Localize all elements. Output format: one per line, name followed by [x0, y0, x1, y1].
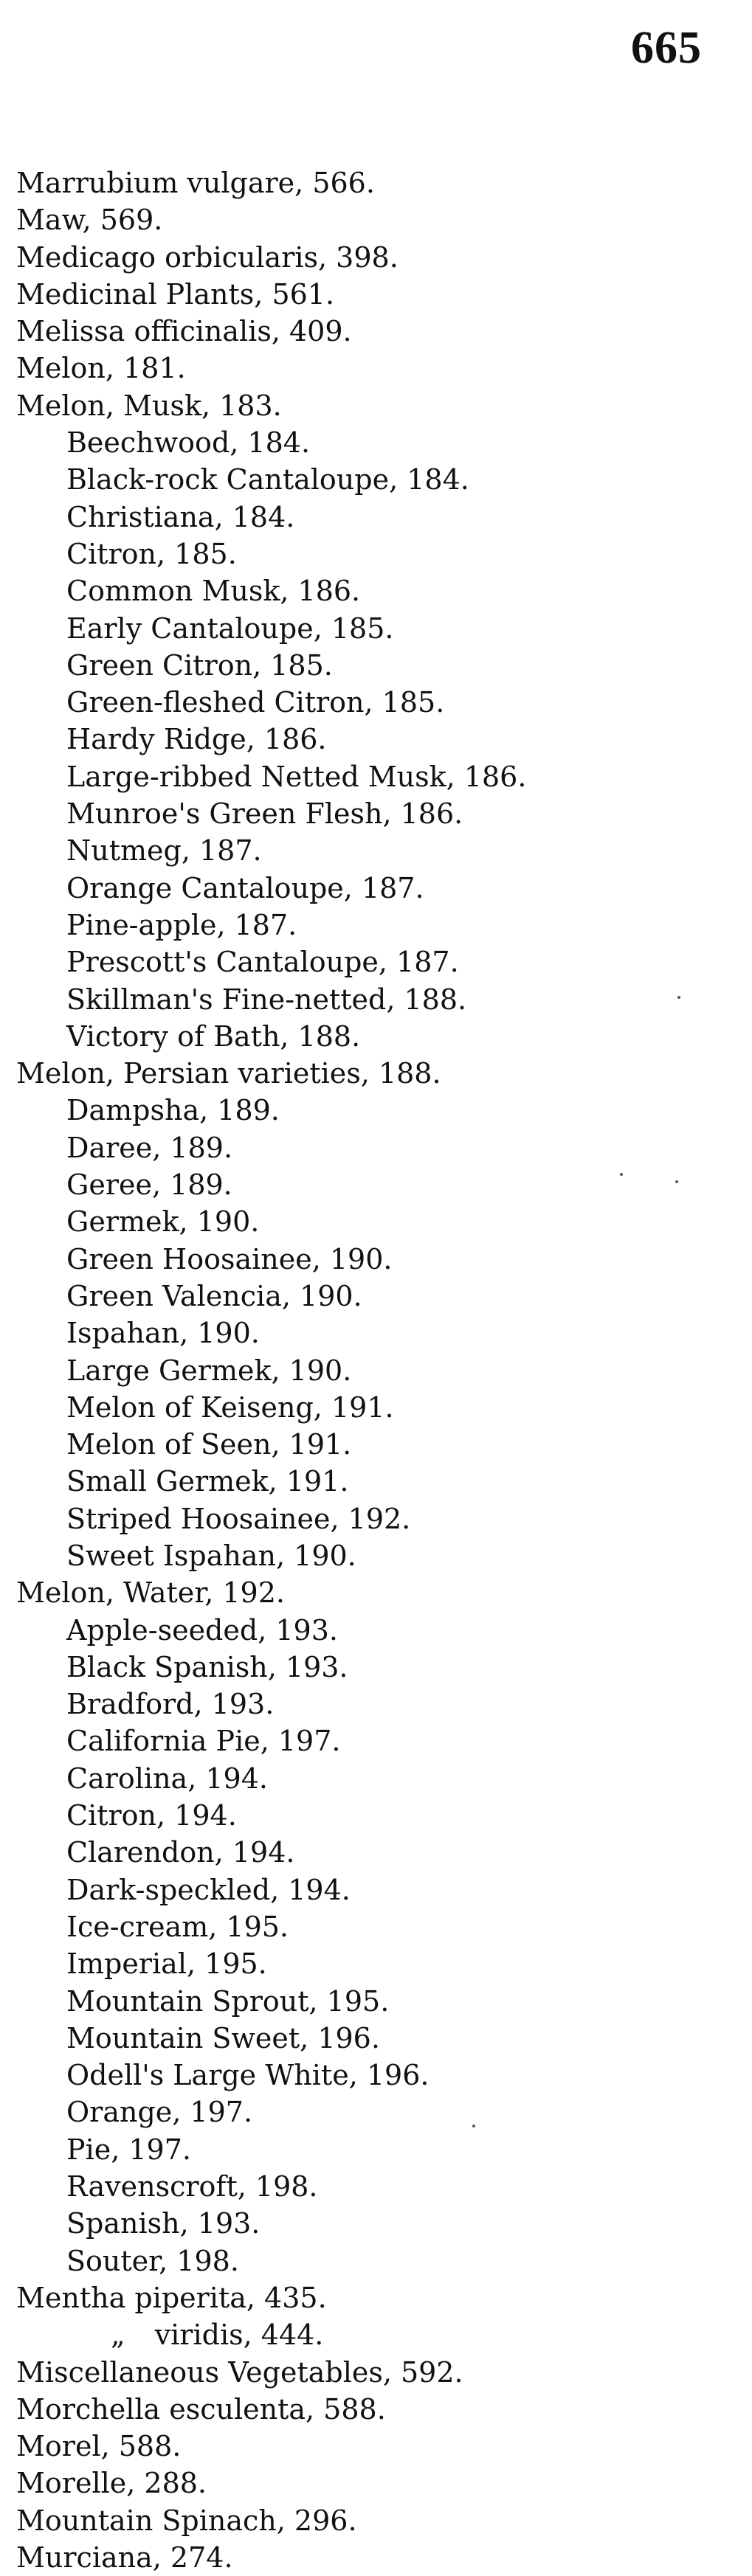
index-subentry	[16, 1722, 526, 1759]
index-entry-text: Murciana, 274.	[16, 2541, 233, 2574]
index-entry-text: Morchella esculenta, 588.	[16, 2392, 386, 2426]
index-subentry	[16, 2020, 526, 2057]
index-subentry	[16, 2057, 526, 2094]
index-subentry	[16, 1426, 526, 1463]
index-entry-text: Dampsha, 189.	[66, 1094, 280, 1127]
index-entry-text: Ispahan, 190.	[66, 1317, 260, 1350]
index-entry-text: Victory of Bath, 188.	[66, 1019, 361, 1053]
index-subentry	[16, 2205, 526, 2242]
index-entry-text: Orange, 197.	[66, 2096, 253, 2129]
index-entry-text: Dark-speckled, 194.	[66, 1873, 351, 1906]
index-entry	[16, 2279, 526, 2316]
index-entry	[16, 2391, 526, 2428]
index-entry-text: Bradford, 193.	[66, 1688, 275, 1721]
index-entry-text: Green Hoosainee, 190.	[66, 1242, 393, 1275]
index-entry-text: Striped Hoosainee, 192.	[66, 1502, 411, 1535]
index-entry-text: California Pie, 197.	[66, 1725, 341, 1758]
index-entry-text: Melon, Musk, 183.	[16, 389, 282, 422]
stray-mark	[472, 2125, 475, 2127]
index-entry-text: Mountain Sweet, 196.	[66, 2021, 380, 2054]
index-entry-text: Citron, 185.	[66, 537, 237, 570]
index-entry-text: Melissa officinalis, 409.	[16, 315, 352, 348]
index-entry-text: Pine-apple, 187.	[66, 908, 297, 941]
index-entry-text: Sweet Ispahan, 190.	[66, 1539, 356, 1572]
index-subentry	[16, 944, 526, 980]
page-number: 665	[631, 23, 702, 73]
index-entry	[16, 201, 526, 238]
index-subentry	[16, 832, 526, 869]
index-subentry	[16, 1463, 526, 1500]
index-entry-text: Green Citron, 185.	[66, 648, 333, 682]
index-entry	[16, 239, 526, 276]
index-subentry	[16, 1018, 526, 1055]
index-subentry	[16, 424, 526, 461]
index-subentry	[16, 1203, 526, 1240]
index-subentry	[16, 721, 526, 758]
index-subentry	[16, 870, 526, 907]
index-subentry	[16, 1760, 526, 1797]
index-entry-text: Apple-seeded, 193.	[66, 1613, 338, 1647]
index-subentry	[16, 461, 526, 498]
index-entry	[16, 313, 526, 350]
index-entry-text: Black-rock Cantaloupe, 184.	[66, 463, 469, 496]
index-entry-text: Green Valencia, 190.	[66, 1279, 362, 1312]
index-subentry	[16, 758, 526, 795]
index-entry-text: Marrubium vulgare, 566.	[16, 167, 375, 199]
index-entry-text: Daree, 189.	[66, 1131, 233, 1164]
index-entry-text: Melon, Water, 192.	[16, 1576, 285, 1610]
index-entry-text: Christiana, 184.	[66, 500, 295, 533]
index-subentry	[16, 610, 526, 647]
index-entry-text: Munroe's Green Flesh, 186.	[66, 797, 463, 831]
index-entry-text: Citron, 194.	[66, 1799, 237, 1832]
index-subentry	[16, 1945, 526, 1982]
index-entry-text: Green-fleshed Citron, 185.	[66, 686, 445, 719]
index-entry-text: viridis, 444.	[154, 2319, 324, 2352]
index-entry-text: Melon of Seen, 191.	[66, 1428, 352, 1461]
index-subentry	[16, 536, 526, 572]
index-entry	[16, 165, 526, 201]
index-entry-text: Large Germek, 190.	[66, 1354, 352, 1387]
index-subentry	[16, 499, 526, 536]
index-subentry	[16, 795, 526, 832]
index-subentry	[16, 1537, 526, 1574]
index-subentry	[16, 684, 526, 721]
index-entry-text: Ravenscroft, 198.	[66, 2170, 318, 2203]
index-entry	[16, 2502, 526, 2539]
index-entry-text: Melon, 181.	[16, 352, 186, 385]
index-subentry	[16, 572, 526, 609]
index-subentry	[16, 2094, 526, 2130]
index-entry-text: Melon, Persian varieties, 188.	[16, 1057, 441, 1090]
index-entry-text: Miscellaneous Vegetables, 592.	[16, 2355, 463, 2389]
index-subentry	[16, 1278, 526, 1315]
index-entry-text: Skillman's Fine-netted, 188.	[66, 983, 467, 1016]
index-subentry	[16, 907, 526, 944]
index-subentry	[16, 2168, 526, 2205]
index-entry-text: Souter, 198.	[66, 2244, 239, 2277]
index-entry-text: Black Spanish, 193.	[66, 1650, 348, 1683]
index-list	[16, 165, 526, 2576]
index-entry-text: Geree, 189.	[66, 1168, 232, 1202]
stray-mark	[675, 1180, 678, 1183]
index-entry-text: Mountain Sprout, 195.	[66, 1984, 390, 2018]
index-entry-text: Prescott's Cantaloupe, 187.	[66, 946, 459, 979]
index-entry-text: Imperial, 195.	[66, 1947, 267, 1981]
index-entry-text: Medicinal Plants, 561.	[16, 277, 335, 311]
index-entry	[16, 2539, 526, 2576]
index-subentry	[16, 1908, 526, 1945]
index-subentry	[16, 1686, 526, 1722]
index-entry-text: Mountain Spinach, 296.	[16, 2504, 357, 2537]
index-entry-text: Early Cantaloupe, 185.	[66, 612, 394, 645]
stray-mark	[677, 996, 680, 999]
index-entry	[16, 2354, 526, 2391]
index-entry	[16, 387, 526, 424]
index-subentry	[16, 2243, 526, 2279]
index-entry-text: Hardy Ridge, 186.	[66, 723, 327, 756]
index-entry-text: Maw, 569.	[16, 204, 163, 237]
index-subentry	[16, 1241, 526, 1278]
index-entry-text: Nutmeg, 187.	[66, 834, 262, 868]
index-subentry	[16, 1166, 526, 1203]
ditto-mark: „	[111, 2319, 125, 2352]
index-subentry	[16, 647, 526, 684]
index-entry-text: Medicago orbicularis, 398.	[16, 240, 399, 274]
index-entry	[16, 350, 526, 387]
index-entry	[16, 1055, 526, 1092]
index-entry-text: Carolina, 194.	[66, 1762, 268, 1795]
index-entry	[16, 2465, 526, 2501]
index-subentry	[16, 1872, 526, 1908]
index-subentry	[16, 2316, 526, 2353]
index-entry-text: Clarendon, 194.	[66, 1836, 295, 1869]
index-entry-text: Morel, 588.	[16, 2430, 182, 2463]
index-subentry	[16, 1352, 526, 1389]
index-subentry	[16, 1612, 526, 1649]
index-entry-text: Ice-cream, 195.	[66, 1910, 289, 1943]
stray-mark	[620, 1173, 623, 1176]
index-subentry	[16, 981, 526, 1018]
index-entry-text: Pie, 197.	[66, 2133, 191, 2166]
index-subentry	[16, 1129, 526, 1166]
index-subentry	[16, 1834, 526, 1871]
index-entry-text: Melon of Keiseng, 191.	[66, 1391, 394, 1424]
index-subentry	[16, 1389, 526, 1426]
index-entry-text: Odell's Large White, 196.	[66, 2059, 430, 2092]
index-subentry	[16, 1797, 526, 1834]
index-subentry	[16, 1315, 526, 1351]
index-entry-text: Mentha piperita, 435.	[16, 2281, 327, 2314]
index-subentry	[16, 2131, 526, 2168]
index-entry	[16, 1574, 526, 1611]
index-subentry	[16, 1092, 526, 1129]
index-subentry	[16, 1500, 526, 1537]
index-entry-text: Spanish, 193.	[66, 2207, 261, 2240]
index-subentry	[16, 1983, 526, 2020]
index-entry-text: Orange Cantaloupe, 187.	[66, 871, 424, 904]
index-entry-text: Common Musk, 186.	[66, 575, 361, 608]
index-entry-text: Large-ribbed Netted Musk, 186.	[66, 760, 527, 793]
index-entry	[16, 276, 526, 313]
index-entry-text: Small Germek, 191.	[66, 1465, 349, 1498]
index-entry-text: Beechwood, 184.	[66, 426, 311, 460]
index-subentry	[16, 1649, 526, 1686]
index-entry	[16, 2428, 526, 2465]
index-entry-text: Germek, 190.	[66, 1205, 260, 1239]
index-entry-text: Morelle, 288.	[16, 2467, 207, 2500]
